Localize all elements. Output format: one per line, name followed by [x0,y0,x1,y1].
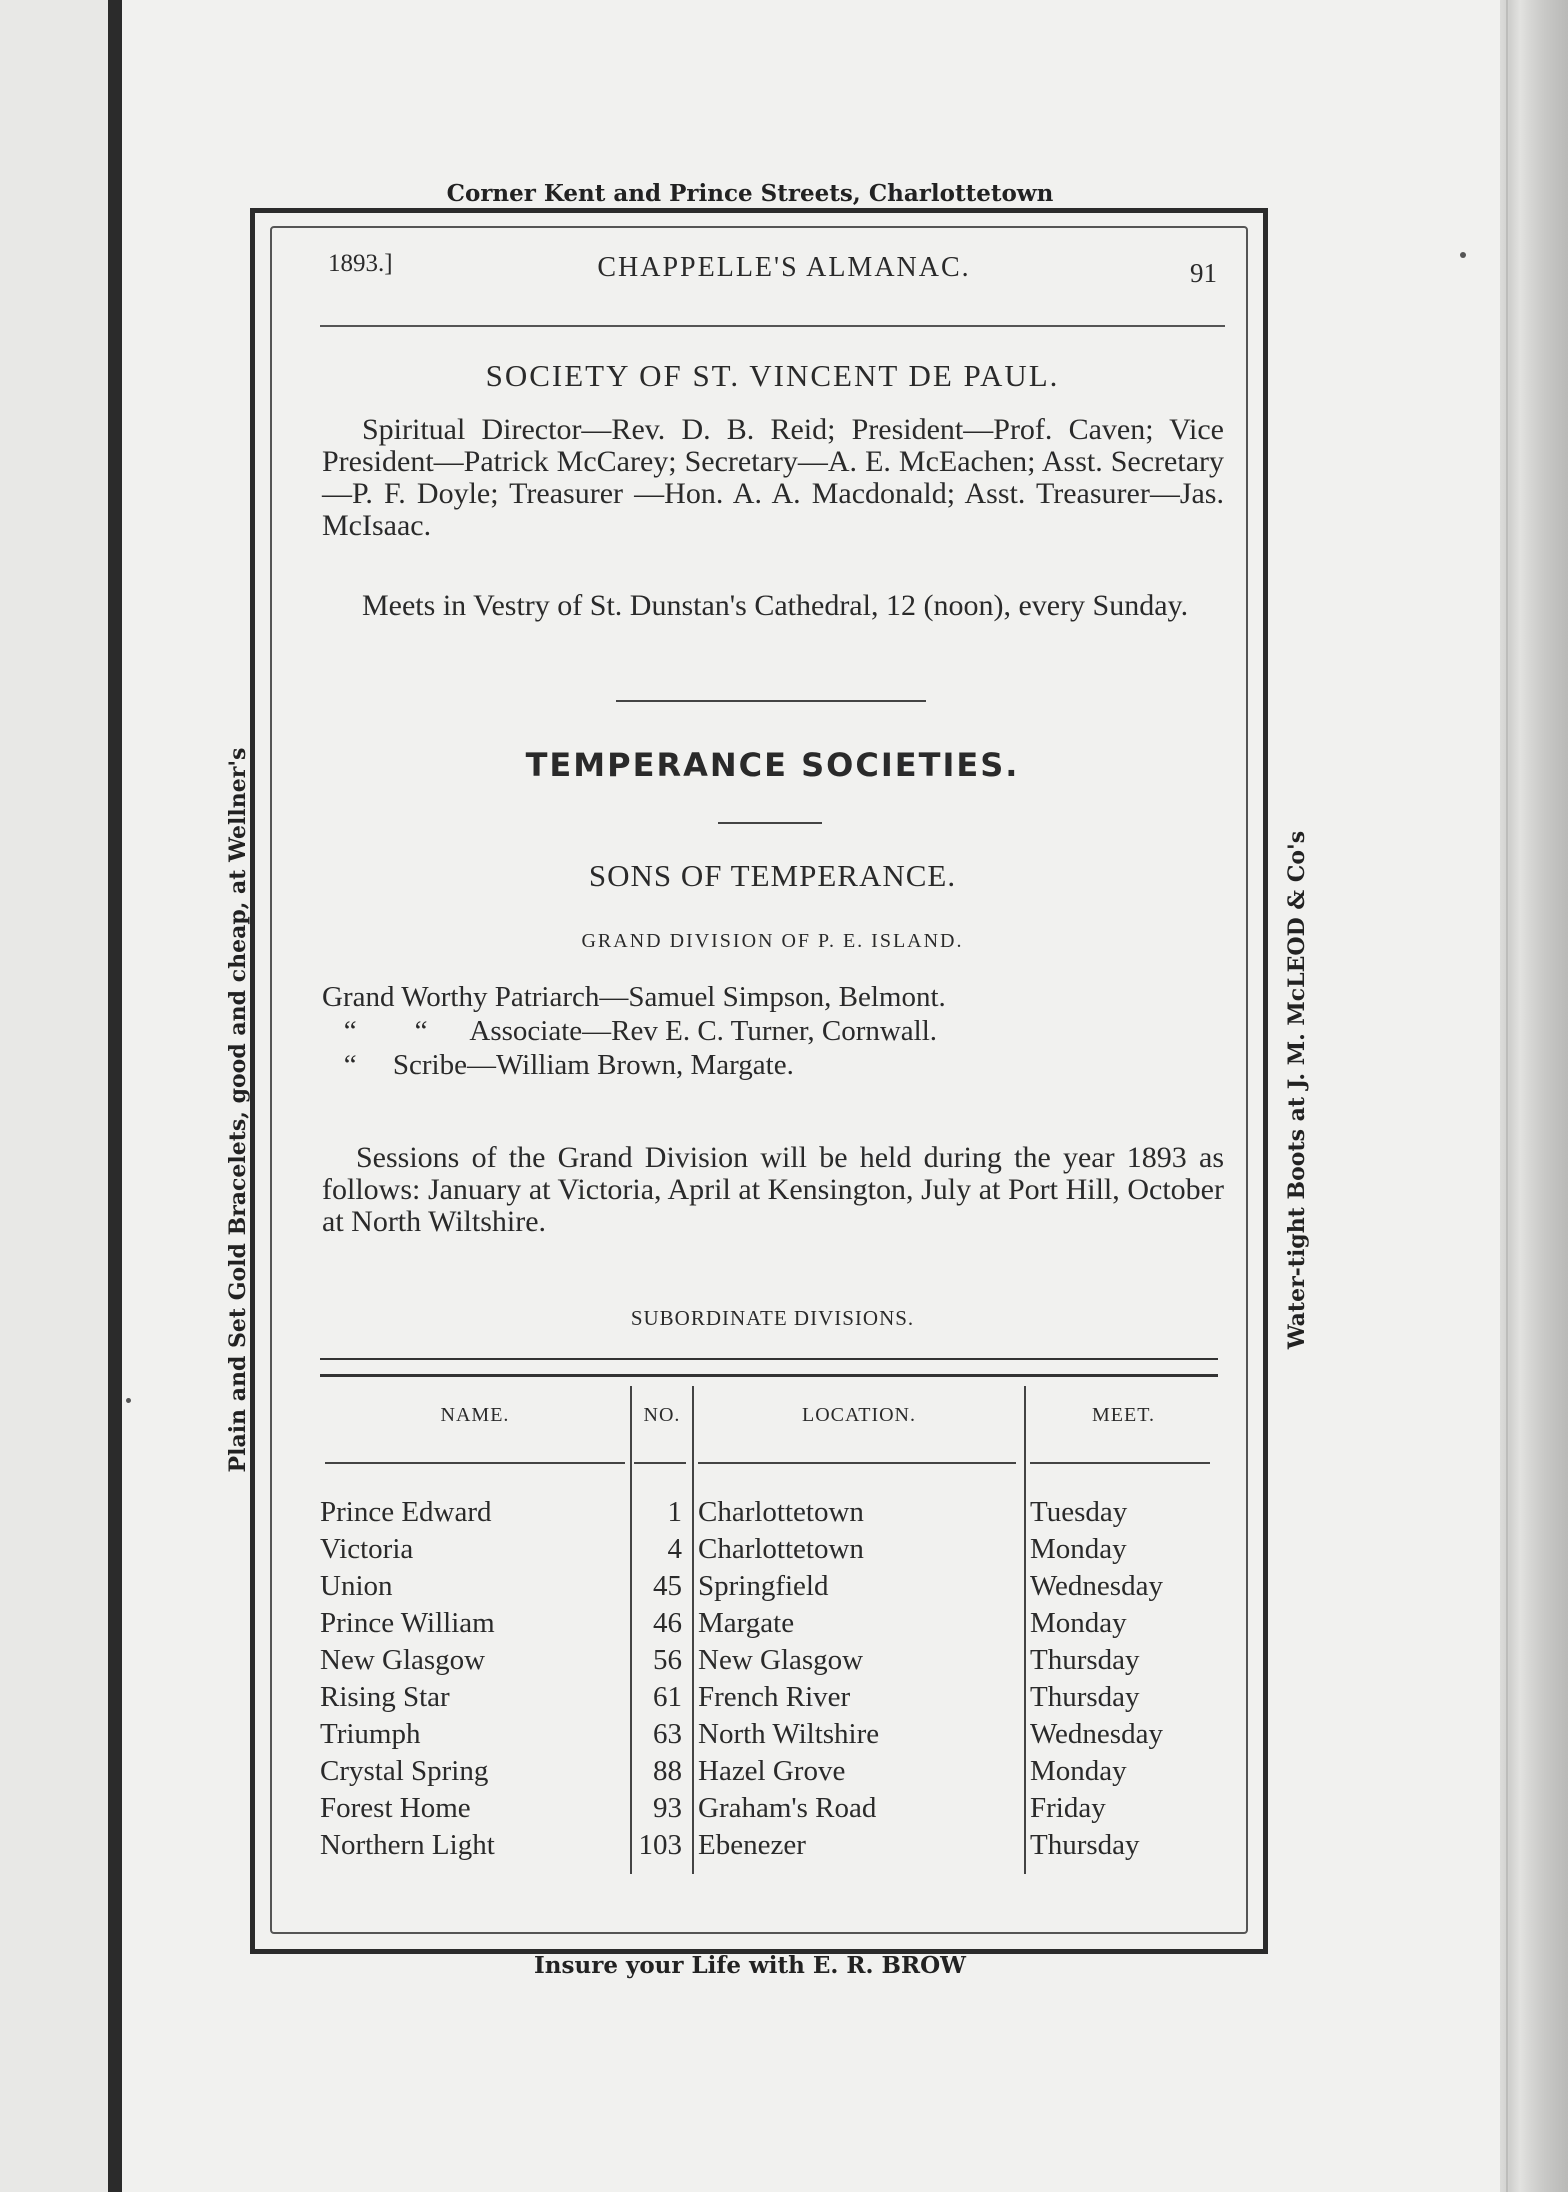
officer-line: Grand Worthy Patriarch—Samuel Simpson, Belmont. [322,981,946,1013]
division-location: Ebenezer [698,1829,806,1861]
officer-line: “ Scribe—William Brown, Margate. [322,1049,794,1081]
temperance-heading: TEMPERANCE SOCIETIES. [525,746,1020,784]
table-top-rule [320,1358,1218,1360]
division-meet-day: Tuesday [1030,1496,1128,1528]
page-number: 91 [1190,258,1217,288]
table-row [0,1644,1568,1681]
table-row [0,1792,1568,1829]
table-row [0,1607,1568,1644]
top-advertisement: Corner Kent and Prince Streets, Charlottetown [446,180,1054,207]
column-header-meet: MEET. [1092,1404,1155,1426]
sons-of-temperance-heading: SONS OF TEMPERANCE. [588,858,957,893]
table-row [0,1718,1568,1755]
section-divider [616,700,926,702]
table-row [0,1496,1568,1533]
division-number: 46 [653,1607,682,1639]
division-name: Union [320,1570,393,1602]
table-row [0,1829,1568,1866]
division-location: Hazel Grove [698,1755,846,1787]
column-header-location: LOCATION. [802,1404,916,1426]
division-name: Rising Star [320,1681,450,1713]
division-name: Forest Home [320,1792,471,1824]
grand-division-subheading: GRAND DIVISION OF P. E. ISLAND. [581,930,964,952]
left-advertisement: Plain and Set Gold Bracelets, good and cheap, at Wellner's [225,747,251,1473]
header-underline [325,1462,625,1464]
bottom-advertisement: Insure your Life with E. R. BROW [534,1952,966,1979]
division-meet-day: Thursday [1030,1681,1140,1713]
table-top-rule-thick [320,1374,1218,1377]
division-location: Springfield [698,1570,829,1602]
division-name: Northern Light [320,1829,495,1861]
division-location: North Wiltshire [698,1718,880,1750]
division-number: 56 [653,1644,682,1676]
table-row [0,1755,1568,1792]
division-number: 103 [638,1829,682,1861]
division-location: Charlottetown [698,1533,864,1565]
division-name: Prince Edward [320,1496,492,1528]
table-row [0,1570,1568,1607]
society-heading: SOCIETY OF ST. VINCENT DE PAUL. [485,358,1060,393]
division-meet-day: Thursday [1030,1829,1140,1861]
table-row [0,1533,1568,1570]
division-meet-day: Monday [1030,1533,1127,1565]
header-underline [1030,1462,1210,1464]
division-number: 4 [667,1533,682,1565]
division-number: 93 [653,1792,682,1824]
ink-speck [126,1398,131,1403]
division-location: Margate [698,1607,795,1639]
division-name: New Glasgow [320,1644,486,1676]
division-meet-day: Monday [1030,1607,1127,1639]
division-name: Crystal Spring [320,1755,489,1787]
column-header-name: NAME. [440,1404,510,1426]
division-location: Graham's Road [698,1792,877,1824]
division-meet-day: Thursday [1030,1644,1140,1676]
division-location: Charlottetown [698,1496,864,1528]
division-location: New Glasgow [698,1644,864,1676]
division-location: French River [698,1681,851,1713]
header-rule [320,325,1225,327]
header-underline [698,1462,1016,1464]
division-name: Prince William [320,1607,495,1639]
division-number: 45 [653,1570,682,1602]
right-advertisement: Water-tight Boots at J. M. McLEOD & Co's [1284,830,1310,1350]
short-divider [718,822,822,824]
division-meet-day: Monday [1030,1755,1127,1787]
division-number: 1 [667,1496,682,1528]
division-number: 61 [653,1681,682,1713]
running-head-title: CHAPPELLE'S ALMANAC. [597,252,971,283]
division-meet-day: Wednesday [1030,1570,1163,1602]
division-name: Triumph [320,1718,421,1750]
column-header-no: NO. [643,1404,681,1426]
society-officers: Spiritual Director—Rev. D. B. Reid; President—Prof. Caven; Vice President—Patrick McCarey; Secretary—A. E. McEachen; Asst. Secretary—P. F. Doyle; Treasurer —Hon. A. A. Macdonald; Asst. Treasurer—Jas. McIsaac. [322,413,1224,542]
table-row [0,1681,1568,1718]
running-head-year: 1893.] [328,250,393,277]
division-name: Victoria [320,1533,414,1565]
sessions-paragraph: Sessions of the Grand Division will be held during the year 1893 as follows: January at Victoria, April at Kensington, July at Port Hill, October at North Wiltshire. [322,1141,1224,1238]
header-underline [634,1462,686,1464]
officer-line: “ “ Associate—Rev E. C. Turner, Cornwall. [322,1015,938,1047]
society-meeting-info: Meets in Vestry of St. Dunstan's Cathedral, 12 (noon), every Sunday. [362,589,1189,622]
division-meet-day: Friday [1030,1792,1106,1824]
division-meet-day: Wednesday [1030,1718,1163,1750]
subordinate-divisions-heading: SUBORDINATE DIVISIONS. [630,1306,915,1330]
division-number: 63 [653,1718,682,1750]
division-number: 88 [653,1755,682,1787]
grand-division-officers [322,980,946,1082]
